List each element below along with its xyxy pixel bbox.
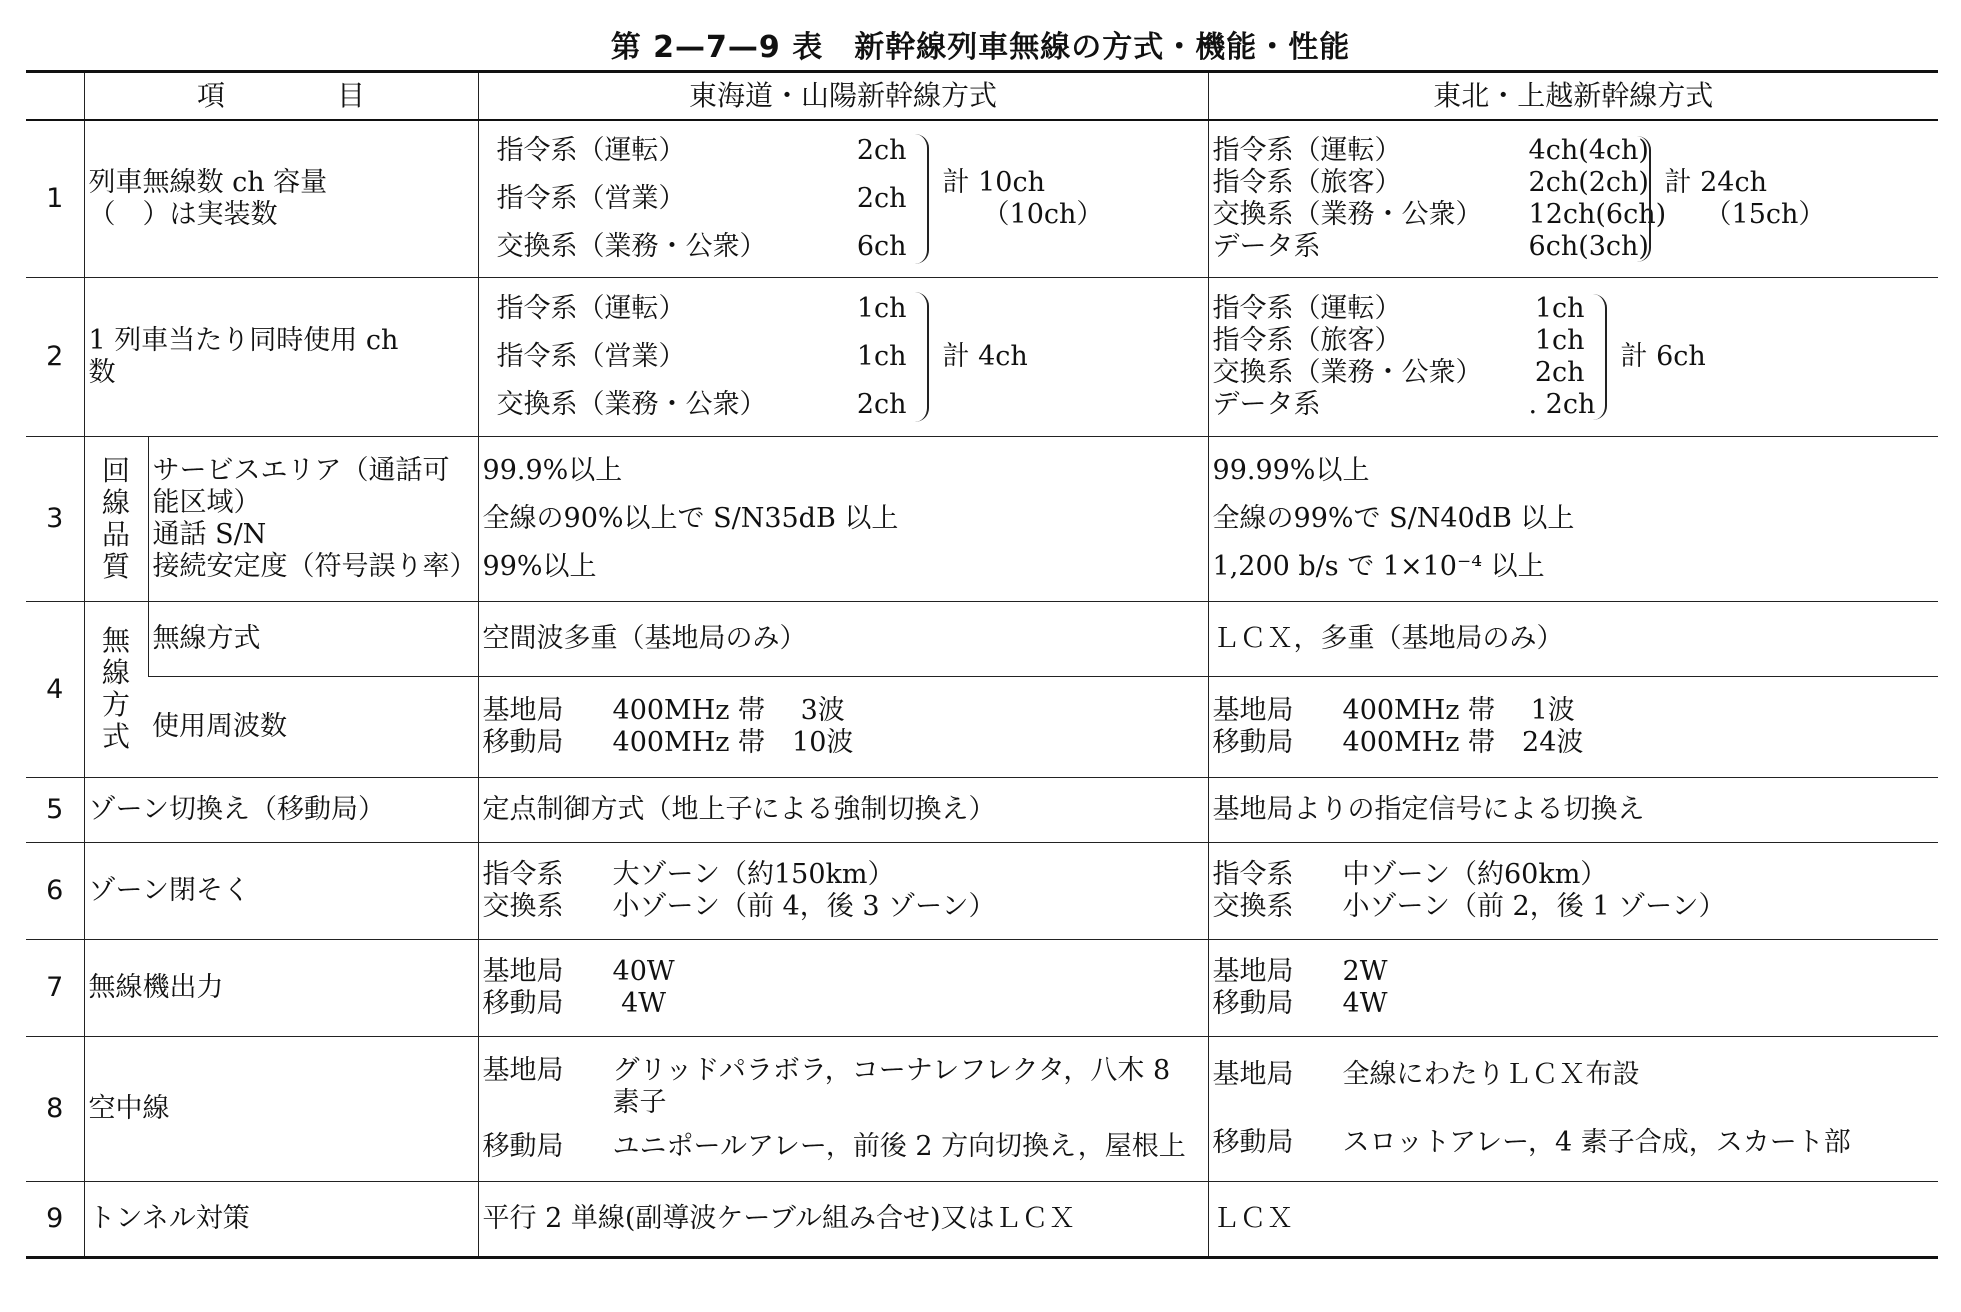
sub-label: サービスエリア（通話可能区域） bbox=[152, 455, 450, 518]
channel-label: 交換系（業務・公衆） bbox=[496, 231, 767, 262]
row-sub-labels bbox=[148, 437, 478, 602]
tokaido-cell bbox=[478, 278, 1208, 437]
zone-value: 小ゾーン（前 4，後 3 ゾーン） bbox=[612, 891, 996, 922]
tokaido-cell bbox=[478, 677, 1208, 778]
sub-label: 接続安定度（符号誤り率） bbox=[152, 551, 477, 582]
channel-value: 1ch bbox=[1534, 293, 1585, 324]
tokaido-cell: 空間波多重（基地局のみ） bbox=[478, 602, 1208, 677]
system-label: 交換系 bbox=[482, 891, 564, 922]
tohoku-cell: 基地局よりの指定信号による切換え bbox=[1208, 778, 1938, 843]
row-number: 9 bbox=[26, 1182, 84, 1258]
header-tokaido: 東海道・山陽新幹線方式 bbox=[478, 72, 1208, 121]
antenna-value: 全線にわたりＬＣＸ布設 bbox=[1342, 1059, 1640, 1090]
tohoku-cell bbox=[1208, 437, 1938, 602]
channel-value: 2ch bbox=[856, 389, 907, 420]
table-header-row bbox=[26, 72, 1938, 121]
row-label: ゾーン閉そく bbox=[84, 843, 478, 940]
channel-value: 1ch bbox=[856, 341, 907, 372]
frequency-value: 400MHz 帯 1波 bbox=[1342, 695, 1575, 726]
row-group-label: 無線方式 bbox=[84, 602, 148, 778]
tohoku-cell bbox=[1208, 843, 1938, 940]
sub-label: 通話 S/N bbox=[152, 519, 267, 550]
row-label: ゾーン切換え（移動局） bbox=[84, 778, 478, 843]
channel-label: 指令系（運転） bbox=[1212, 135, 1402, 166]
channel-total: 計 10ch （10ch） bbox=[942, 167, 1104, 230]
antenna-value: ユニポールアレー，前後 2 方向切換え，屋根上 bbox=[612, 1131, 1186, 1162]
row-number: 5 bbox=[26, 778, 84, 843]
row-label: 空中線 bbox=[84, 1037, 478, 1182]
channel-label: 指令系（旅客） bbox=[1212, 167, 1402, 198]
tokaido-cell bbox=[478, 843, 1208, 940]
channel-value: 2ch bbox=[1534, 357, 1585, 388]
channel-label: 交換系（業務・公衆） bbox=[496, 389, 767, 420]
row-number: 2 bbox=[26, 278, 84, 437]
row-label-line: 列車無線数 ch 容量 bbox=[88, 167, 328, 198]
quality-value: 全線の99%で S/N40dB 以上 bbox=[1212, 503, 1575, 534]
frequency-value: 400MHz 帯 10波 bbox=[612, 727, 854, 758]
tokaido-cell: 平行 2 単線(副導波ケーブル組み合せ)又はＬＣＸ bbox=[478, 1182, 1208, 1258]
station-label: 移動局 bbox=[1212, 988, 1294, 1019]
power-value: 4W bbox=[1342, 988, 1388, 1019]
tohoku-cell bbox=[1208, 677, 1938, 778]
zone-value: 小ゾーン（前 2，後 1 ゾーン） bbox=[1342, 891, 1726, 922]
table-title: 第 2—7—9 表 新幹線列車無線の方式・機能・性能 bbox=[610, 30, 1351, 65]
channel-value: 2ch(2ch) bbox=[1528, 167, 1649, 198]
power-value: 40W bbox=[612, 956, 675, 987]
row-label: 無線機出力 bbox=[84, 940, 478, 1037]
station-label: 移動局 bbox=[482, 1131, 564, 1162]
header-tohoku: 東北・上越新幹線方式 bbox=[1208, 72, 1938, 121]
power-value: 4W bbox=[612, 988, 667, 1019]
quality-value: 99.9%以上 bbox=[482, 455, 623, 486]
tokaido-cell bbox=[478, 1037, 1208, 1182]
row-number: 8 bbox=[26, 1037, 84, 1182]
antenna-value: グリッドパラボラ，コーナレフレクタ，八木 8 素子 bbox=[612, 1055, 1171, 1118]
station-label: 基地局 bbox=[482, 1055, 564, 1086]
row-number: 7 bbox=[26, 940, 84, 1037]
row-number: 6 bbox=[26, 843, 84, 940]
channel-value: 6ch(3ch) bbox=[1528, 231, 1649, 262]
channel-label: 指令系（運転） bbox=[1212, 293, 1402, 324]
channel-label: 指令系（運転） bbox=[496, 293, 686, 324]
channel-value: . 2ch bbox=[1528, 389, 1596, 420]
table-row bbox=[26, 437, 1938, 602]
brace-shape bbox=[915, 134, 929, 264]
station-label: 移動局 bbox=[1212, 1127, 1294, 1158]
station-label: 基地局 bbox=[482, 956, 564, 987]
channel-label: 交換系（業務・公衆） bbox=[1212, 199, 1483, 230]
system-label: 指令系 bbox=[1212, 859, 1294, 890]
table-row bbox=[26, 278, 1938, 437]
station-label: 基地局 bbox=[1212, 956, 1294, 987]
system-label: 交換系 bbox=[1212, 891, 1294, 922]
spec-table bbox=[26, 70, 1938, 1259]
channel-total: 計 6ch bbox=[1620, 341, 1706, 372]
table-row bbox=[26, 120, 1938, 278]
table-row bbox=[26, 677, 1938, 778]
channel-label: 指令系（旅客） bbox=[1212, 325, 1402, 356]
row-label-line: （ ）は実装数 bbox=[88, 199, 278, 230]
system-label: 指令系 bbox=[482, 859, 564, 890]
brace-shape bbox=[915, 292, 929, 422]
station-label: 基地局 bbox=[482, 695, 564, 726]
tokaido-cell bbox=[478, 940, 1208, 1037]
channel-value: 2ch bbox=[856, 135, 907, 166]
sub-label: 無線方式 bbox=[148, 602, 478, 677]
channel-total: 計 24ch （15ch） bbox=[1664, 167, 1826, 230]
row-number: 4 bbox=[26, 602, 84, 778]
channel-value: 1ch bbox=[856, 293, 907, 324]
tohoku-cell bbox=[1208, 120, 1938, 278]
quality-value: 99.99%以上 bbox=[1212, 455, 1370, 486]
header-num bbox=[26, 72, 84, 121]
table-row bbox=[26, 1037, 1938, 1182]
channel-total: 計 4ch bbox=[942, 341, 1028, 372]
zone-value: 大ゾーン（約150km） bbox=[612, 859, 895, 890]
table-row bbox=[26, 940, 1938, 1037]
channel-label: 指令系（営業） bbox=[496, 183, 686, 214]
tokaido-cell bbox=[478, 120, 1208, 278]
frequency-value: 400MHz 帯 24波 bbox=[1342, 727, 1584, 758]
row-label bbox=[84, 278, 478, 437]
channel-label: データ系 bbox=[1212, 231, 1321, 262]
sub-label: 使用周波数 bbox=[148, 677, 478, 778]
row-label bbox=[84, 120, 478, 278]
row-number: 3 bbox=[26, 437, 84, 602]
table-row bbox=[26, 602, 1938, 677]
channel-value: 12ch(6ch) bbox=[1528, 199, 1667, 230]
channel-value: 2ch bbox=[856, 183, 907, 214]
channel-value: 6ch bbox=[856, 231, 907, 262]
tohoku-cell: ＬＣＸ bbox=[1208, 1182, 1938, 1258]
table-row bbox=[26, 843, 1938, 940]
brace-shape bbox=[1593, 294, 1607, 420]
tokaido-cell bbox=[478, 437, 1208, 602]
quality-value: 1,200 b/s で 1×10⁻⁴ 以上 bbox=[1212, 551, 1545, 582]
tokaido-cell: 定点制御方式（地上子による強制切換え） bbox=[478, 778, 1208, 843]
tohoku-cell: ＬＣＸ，多重（基地局のみ） bbox=[1208, 602, 1938, 677]
zone-value: 中ゾーン（約60km） bbox=[1342, 859, 1608, 890]
tohoku-cell bbox=[1208, 940, 1938, 1037]
quality-value: 99%以上 bbox=[482, 551, 597, 582]
channel-label: 指令系（運転） bbox=[496, 135, 686, 166]
channel-value: 1ch bbox=[1534, 325, 1585, 356]
channel-label: データ系 bbox=[1212, 389, 1321, 420]
channel-label: 交換系（業務・公衆） bbox=[1212, 357, 1483, 388]
station-label: 基地局 bbox=[1212, 1059, 1294, 1090]
row-number: 1 bbox=[26, 120, 84, 278]
station-label: 移動局 bbox=[482, 727, 564, 758]
tohoku-cell bbox=[1208, 1037, 1938, 1182]
station-label: 移動局 bbox=[1212, 727, 1294, 758]
power-value: 2W bbox=[1342, 956, 1388, 987]
row-label-line: 数 bbox=[88, 357, 116, 388]
table-row bbox=[26, 778, 1938, 843]
quality-value: 全線の90%以上で S/N35dB 以上 bbox=[482, 503, 899, 534]
header-item: 項 目 bbox=[84, 72, 478, 121]
frequency-value: 400MHz 帯 3波 bbox=[612, 695, 845, 726]
station-label: 基地局 bbox=[1212, 695, 1294, 726]
antenna-value: スロットアレー，4 素子合成，スカート部 bbox=[1342, 1127, 1851, 1158]
channel-label: 指令系（営業） bbox=[496, 341, 686, 372]
row-label: トンネル対策 bbox=[84, 1182, 478, 1258]
row-label-line: 1 列車当たり同時使用 ch bbox=[88, 325, 399, 356]
tohoku-cell bbox=[1208, 278, 1938, 437]
station-label: 移動局 bbox=[482, 988, 564, 1019]
table-row bbox=[26, 1182, 1938, 1258]
channel-value: 4ch(4ch) bbox=[1528, 135, 1649, 166]
brace-shape bbox=[1637, 136, 1651, 262]
row-group-label: 回線品質 bbox=[84, 437, 148, 602]
